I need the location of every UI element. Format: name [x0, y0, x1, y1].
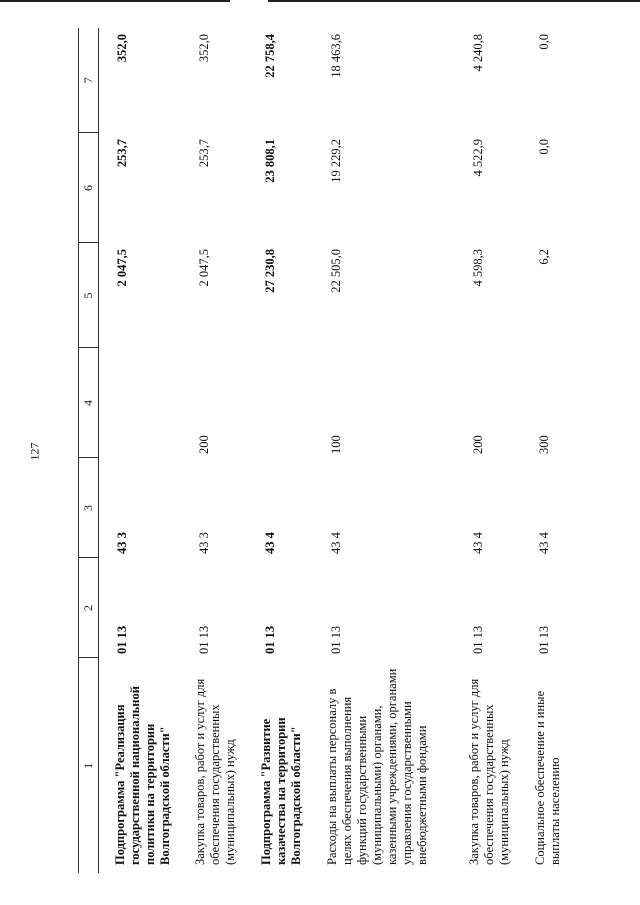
table-row [245, 28, 311, 873]
row-name: Подпрограмма "Развитие казачества на территории Волгоградской области" [258, 717, 303, 865]
header-col-4: 4 [79, 348, 99, 458]
row-expense-type [245, 348, 311, 458]
row-value-6: 253,7 [115, 139, 129, 168]
row-section: 01 13 [115, 625, 129, 654]
top-rule-right [268, 0, 640, 2]
budget-table [78, 28, 599, 873]
row-section: 01 13 [470, 625, 485, 654]
row-value-6: 253,7 [196, 139, 211, 168]
header-col-2: 2 [79, 558, 99, 658]
table-row [311, 28, 453, 873]
row-value-5: 2 047,5 [115, 249, 129, 287]
row-value-7: 22 758,4 [262, 34, 277, 78]
row-value-5: 22 505,0 [328, 249, 343, 293]
row-value-6: 4 522,9 [470, 139, 485, 177]
row-name: Закупка товаров, работ и услуг для обеспечения государственных (муниципальных) нужд [192, 678, 237, 865]
row-value-5: 4 598,3 [470, 249, 485, 287]
header-row [79, 28, 99, 873]
row-target-code: 43 3 [196, 532, 211, 554]
row-value-5: 27 230,8 [262, 249, 277, 293]
row-section: 01 13 [262, 625, 277, 654]
table-row [99, 28, 179, 873]
row-value-6: 0,0 [536, 139, 551, 155]
row-name: Социальное обеспечение и иные выплаты населению [532, 690, 562, 865]
top-rule-left [0, 0, 230, 2]
row-value-7: 18 463,6 [328, 34, 343, 78]
budget-table-rotated [78, 28, 618, 873]
row-value-7: 352,0 [115, 34, 129, 63]
row-value-7: 352,0 [196, 34, 211, 63]
header-col-6: 6 [79, 133, 99, 243]
row-target-code: 43 4 [262, 532, 277, 554]
row-name: Расходы на выплаты персоналу в целях обеспечения выполнения функций государственными (муниципальными) органами, казенными учреждениями, органами управления государственными внебюджетными фондами [324, 668, 429, 865]
row-value-5: 2 047,5 [196, 249, 211, 287]
row-expense-type [99, 348, 179, 458]
row-section: 01 13 [328, 625, 343, 654]
row-value-5: 6,2 [536, 249, 551, 265]
table-row [453, 28, 519, 873]
row-value-6: 23 808,1 [262, 139, 277, 183]
row-value-7: 0,0 [536, 34, 551, 50]
header-col-7: 7 [79, 28, 99, 133]
table-row [179, 28, 245, 873]
row-value-7: 4 240,8 [470, 34, 485, 72]
row-expense-type: 300 [536, 435, 551, 454]
row-value-6: 19 229,2 [328, 139, 343, 183]
page-number: 127 [27, 442, 42, 461]
row-expense-type: 200 [470, 435, 485, 454]
row-target-code: 43 4 [328, 532, 343, 554]
table-row [519, 28, 599, 873]
row-expense-type: 100 [328, 435, 343, 454]
row-name: Подпрограмма "Реализация государственной национальной политики на территории Волгоградской области" [113, 686, 172, 865]
row-section: 01 13 [536, 625, 551, 654]
row-name: Закупка товаров, работ и услуг для обеспечения государственных (муниципальных) нужд [466, 678, 511, 865]
row-section: 01 13 [196, 625, 211, 654]
row-target-code: 43 4 [536, 532, 551, 554]
row-target-code: 43 3 [115, 532, 129, 554]
row-expense-type: 200 [196, 435, 211, 454]
header-col-3: 3 [79, 458, 99, 558]
header-col-5: 5 [79, 243, 99, 348]
header-col-1: 1 [79, 658, 99, 873]
row-target-code: 43 4 [470, 532, 485, 554]
